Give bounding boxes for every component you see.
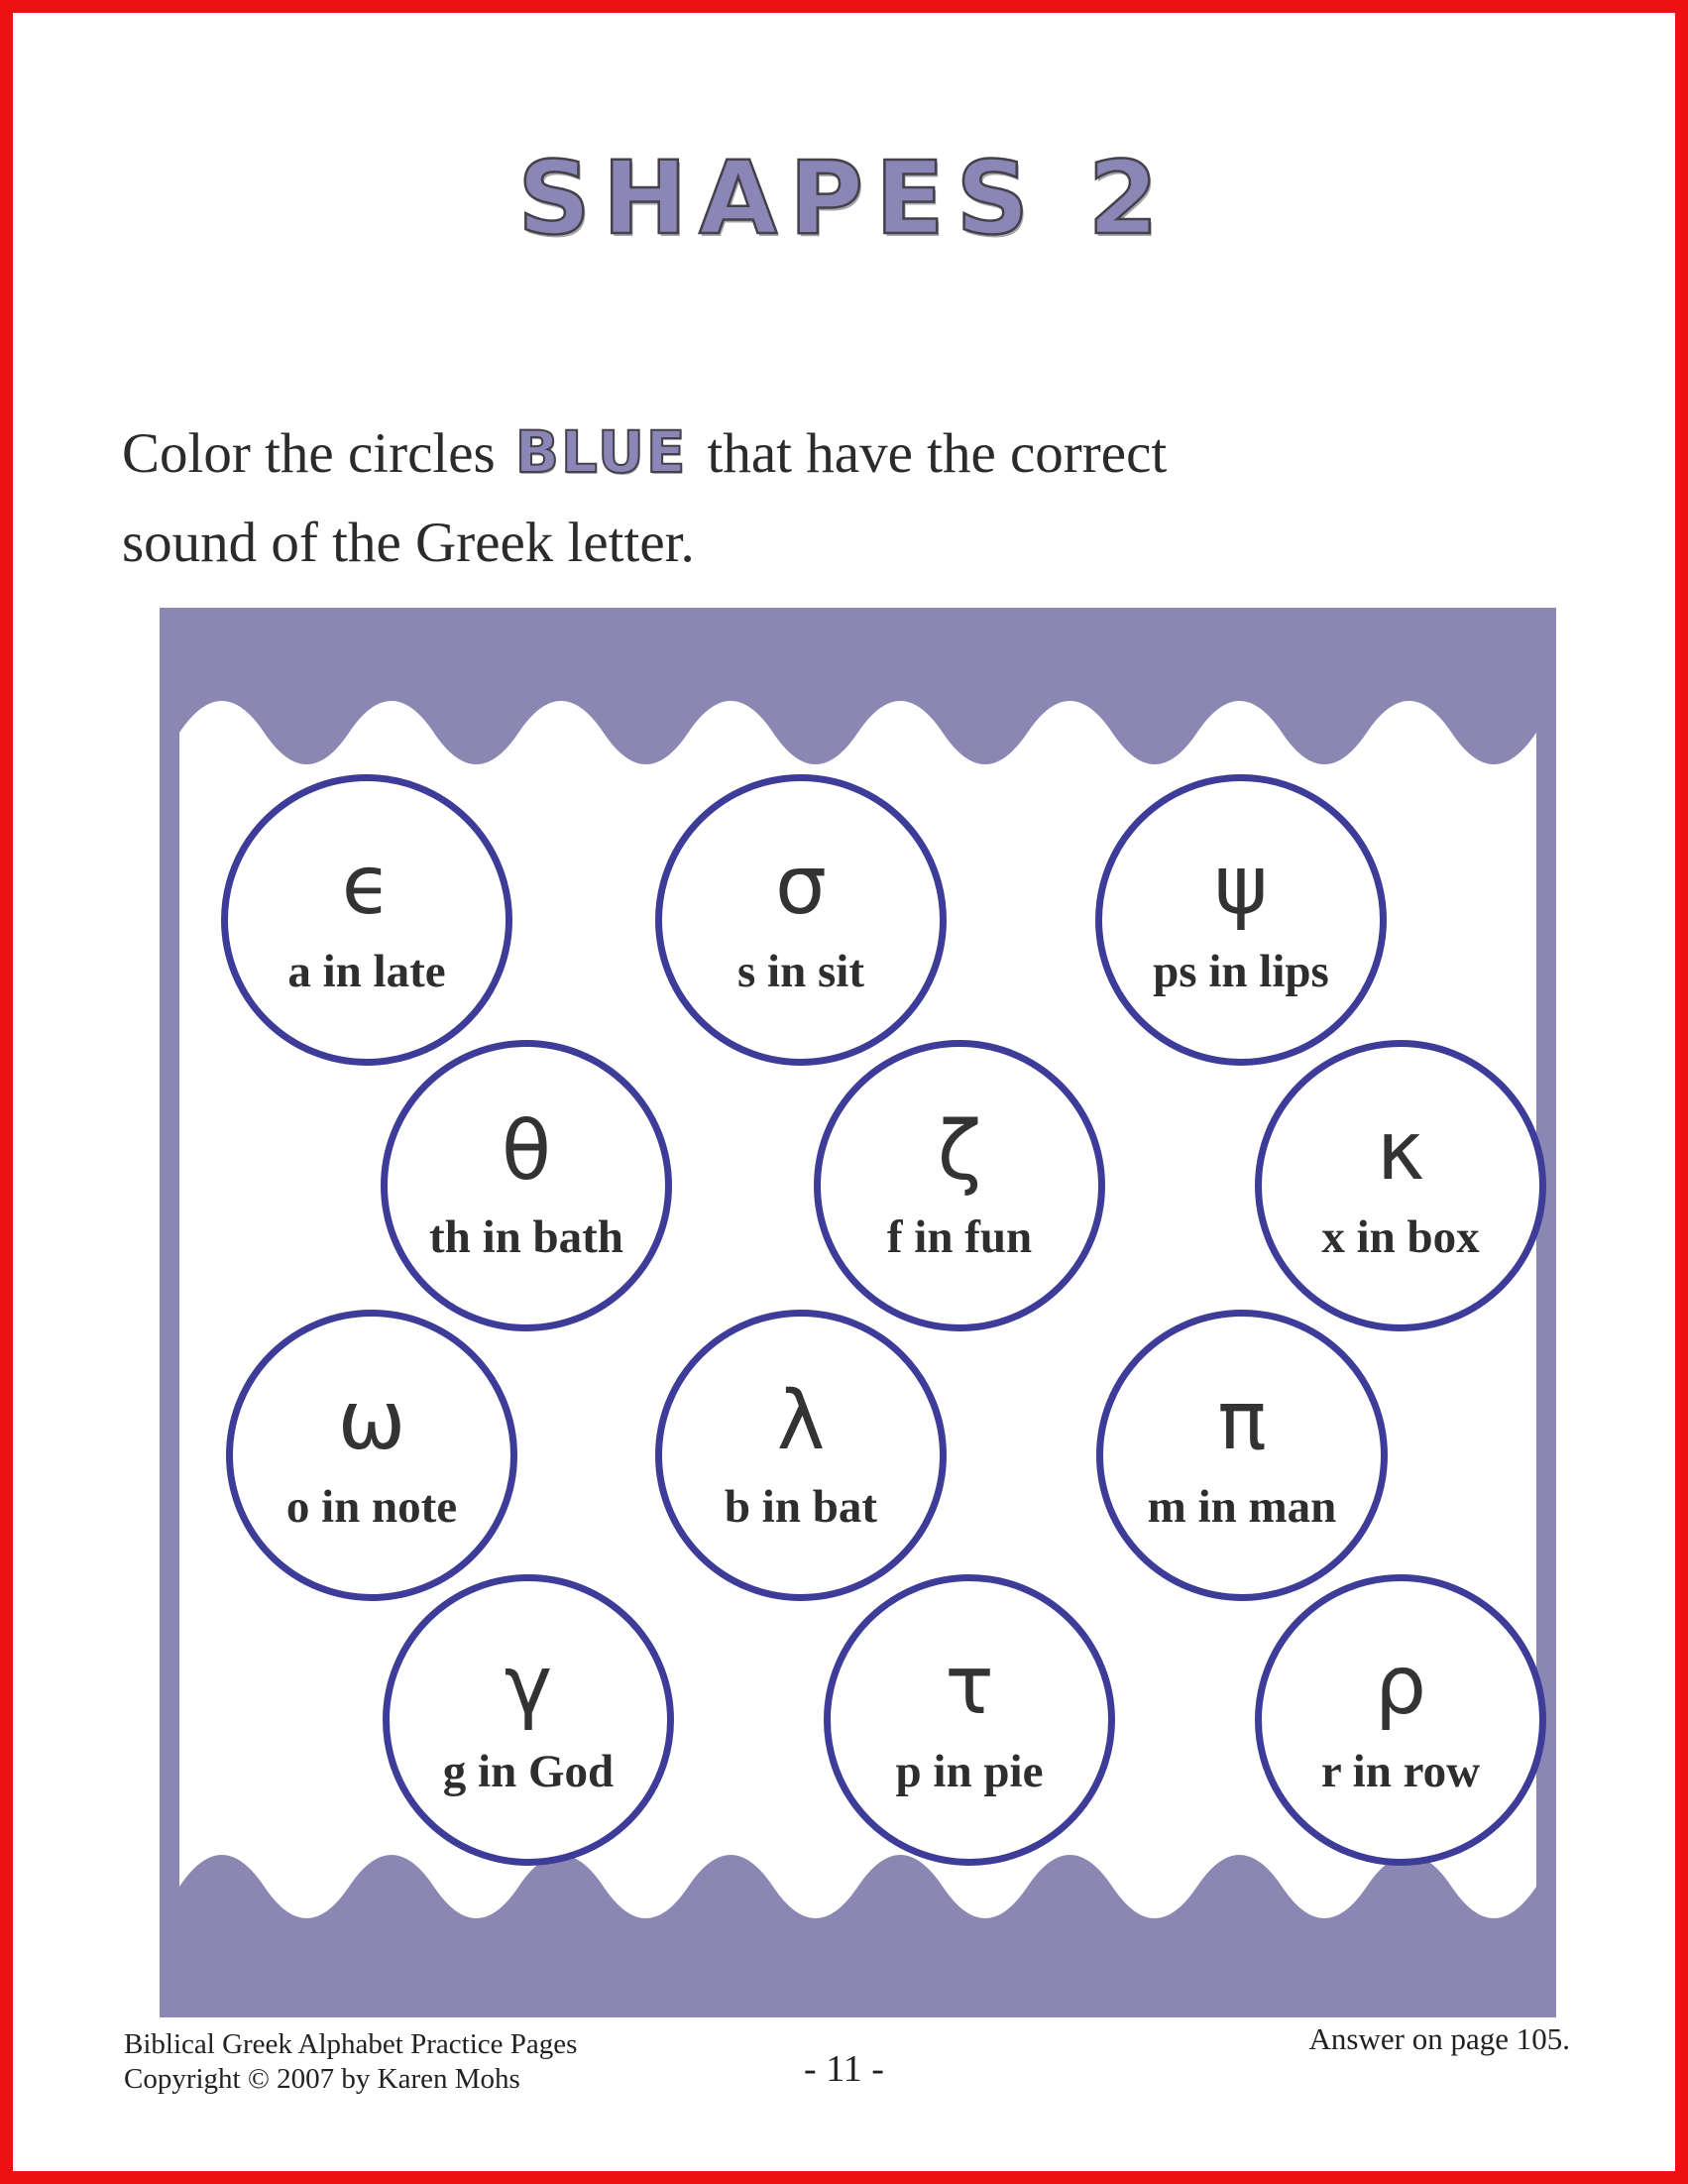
- sound-circle[interactable]: [824, 1574, 1115, 1866]
- sound-circle[interactable]: [1095, 774, 1387, 1066]
- greek-letter: τ: [945, 1639, 994, 1733]
- sound-label: f in fun: [886, 1211, 1033, 1263]
- greek-letter: ω: [337, 1374, 406, 1468]
- sound-circle[interactable]: [221, 774, 512, 1066]
- greek-letter: γ: [504, 1639, 553, 1733]
- instruction-line-1: [122, 407, 1589, 499]
- sound-label: b in bat: [724, 1481, 878, 1533]
- greek-letter: ϵ: [341, 839, 393, 933]
- sound-label: ps in lips: [1153, 946, 1329, 997]
- sound-label: o in note: [285, 1481, 458, 1533]
- greek-letter: ρ: [1374, 1639, 1427, 1733]
- sound-label: th in bath: [429, 1211, 623, 1263]
- greek-letter: λ: [776, 1374, 826, 1468]
- sound-circle[interactable]: [655, 774, 947, 1066]
- answer-note: Answer on page 105.: [1308, 2021, 1570, 2056]
- sound-label: x in box: [1321, 1211, 1480, 1263]
- greek-letter: π: [1217, 1374, 1267, 1468]
- sound-circle[interactable]: [1255, 1040, 1546, 1331]
- sound-label: s in sit: [737, 946, 864, 997]
- page-number: - 11 -: [804, 2048, 884, 2090]
- instruction-text: [122, 407, 1589, 588]
- sound-circle[interactable]: [381, 1040, 672, 1331]
- instruction-line-2: sound of the Greek letter.: [122, 512, 695, 574]
- sound-label: r in row: [1320, 1746, 1481, 1797]
- instruction-highlight-blue: BLUE: [514, 418, 688, 486]
- greek-letter: σ: [775, 839, 827, 933]
- sound-circle[interactable]: [383, 1574, 674, 1866]
- sound-label: m in man: [1147, 1481, 1337, 1533]
- sound-circle[interactable]: [814, 1040, 1105, 1331]
- activity-panel: [160, 608, 1556, 2017]
- greek-letter: κ: [1376, 1104, 1425, 1199]
- instruction-suffix: that have the correct: [707, 422, 1168, 485]
- sound-circle[interactable]: [226, 1310, 517, 1601]
- page-title: SHAPES 2: [517, 140, 1171, 258]
- sound-label: g in God: [442, 1746, 615, 1797]
- sound-circle[interactable]: [655, 1310, 947, 1601]
- instruction-prefix: Color the circles: [122, 422, 496, 485]
- sound-circle[interactable]: [1255, 1574, 1546, 1866]
- sound-circle[interactable]: [1096, 1310, 1388, 1601]
- greek-letter: θ: [501, 1104, 552, 1199]
- greek-letter: ζ: [937, 1104, 982, 1199]
- footer-series-title: Biblical Greek Alphabet Practice Pages: [124, 2028, 578, 2060]
- greek-letter: ψ: [1213, 839, 1269, 933]
- footer-copyright: Copyright © 2007 by Karen Mohs: [124, 2063, 520, 2095]
- sound-label: p in pie: [895, 1746, 1044, 1797]
- sound-label: a in late: [287, 946, 446, 997]
